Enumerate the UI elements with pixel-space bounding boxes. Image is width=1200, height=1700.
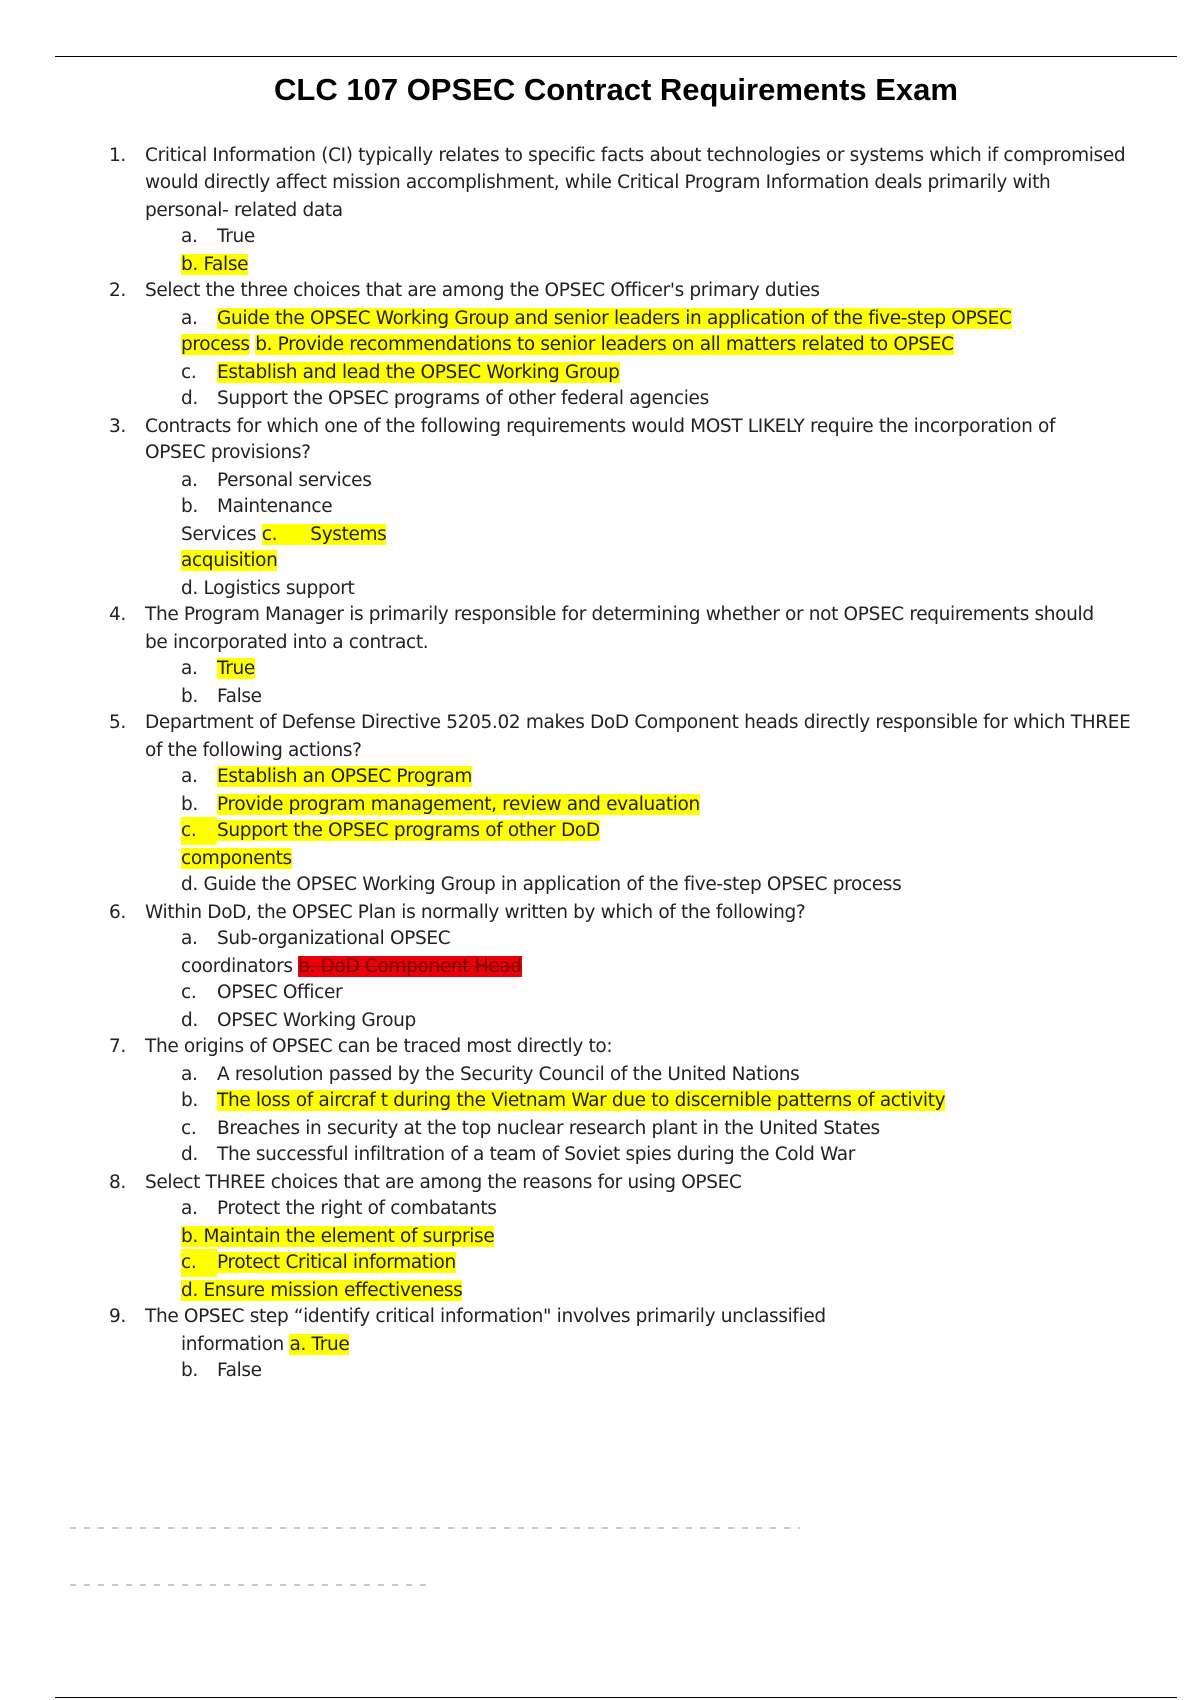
option-a-answer: a. Establish an OPSEC Program [181, 766, 473, 787]
option-a-answer: information a. True [181, 1334, 350, 1355]
option-b: b. False [181, 1360, 262, 1381]
question-number: 5. [109, 712, 126, 733]
option-d: d. OPSEC Working Group [181, 1010, 416, 1031]
option-d: d. The successful infiltration of a team of Soviet spies during the Cold War [181, 1144, 855, 1165]
option-a: a. Protect the right of combatants [181, 1198, 497, 1219]
question-text: OPSEC provisions? [145, 442, 311, 463]
option-a-answer: a. Guide the OPSEC Working Group and senior leaders in application of the five-step OPSEC [181, 308, 1012, 329]
option-c-answer: c. Protect Critical information [181, 1249, 456, 1277]
question-number: 2. [109, 280, 126, 301]
option-b-answer: b. The loss of aircraf t during the Vietnam War due to discernible patterns of activity [181, 1090, 946, 1111]
option-c-answer: Services c. Systems [181, 524, 387, 545]
faded-watermark-line [70, 1584, 430, 1586]
option-d: d. Logistics support [181, 578, 355, 599]
option-d-answer: d. Ensure mission effectiveness [181, 1280, 463, 1301]
option-b-answer: b. Provide program management, review and evaluation [181, 794, 700, 815]
option-b: b. False [181, 686, 262, 707]
question-text: of the following actions? [145, 740, 362, 761]
option-b-wrong: coordinators b. DoD Component Head [181, 956, 522, 977]
question-number: 6. [109, 902, 126, 923]
question-number: 8. [109, 1172, 126, 1193]
question-text: Within DoD, the OPSEC Plan is normally written by which of the following? [145, 902, 806, 923]
option-b-answer: process b. Provide recommendations to senior leaders on all matters related to OPSEC [181, 334, 954, 355]
question-text: The Program Manager is primarily responsible for determining whether or not OPSEC requirements should [145, 604, 1094, 625]
option-c-answer: c. Establish and lead the OPSEC Working Group [181, 362, 620, 383]
top-rule [55, 56, 1177, 57]
question-text: The origins of OPSEC can be traced most directly to: [145, 1036, 613, 1057]
question-number: 9. [109, 1306, 126, 1327]
question-number: 4. [109, 604, 126, 625]
option-b-answer: b. Maintain the element of surprise [181, 1226, 495, 1247]
bottom-rule [55, 1697, 1177, 1698]
question-text: would directly affect mission accomplishment, while Critical Program Information deals primarily with [145, 172, 1051, 193]
question-text: Select the three choices that are among the OPSEC Officer's primary duties [145, 280, 820, 301]
page-title: CLC 107 OPSEC Contract Requirements Exam [274, 72, 958, 107]
question-number: 3. [109, 416, 126, 437]
option-a: a. True [181, 226, 255, 247]
question-text: Department of Defense Directive 5205.02 makes DoD Component heads directly responsible for which THREE [145, 712, 1131, 733]
option-c: c. Breaches in security at the top nuclear research plant in the United States [181, 1118, 880, 1139]
question-text: Critical Information (CI) typically relates to specific facts about technologies or systems which if compromised [145, 145, 1126, 166]
question-text: Select THREE choices that are among the reasons for using OPSEC [145, 1172, 742, 1193]
option-c: c. OPSEC Officer [181, 982, 343, 1003]
option-b-answer: b. False [181, 254, 249, 275]
question-text: personal- related data [145, 200, 343, 221]
question-text: Contracts for which one of the following requirements would MOST LIKELY require the incorporation of [145, 416, 1056, 437]
option-d: d. Guide the OPSEC Working Group in application of the five-step OPSEC process [181, 874, 902, 895]
question-number: 1. [109, 145, 126, 166]
option-c-answer-cont: acquisition [181, 550, 278, 571]
option-a-answer: a. True [181, 658, 255, 679]
option-c-answer-cont: components [181, 848, 292, 869]
question-text: The OPSEC step “identify critical information" involves primarily unclassified [145, 1306, 826, 1327]
option-a: a. Personal services [181, 470, 372, 491]
faded-watermark-line [70, 1527, 800, 1529]
question-number: 7. [109, 1036, 126, 1057]
option-d: d. Support the OPSEC programs of other federal agencies [181, 388, 709, 409]
option-b: b. Maintenance [181, 496, 333, 517]
option-a: a. A resolution passed by the Security Council of the United Nations [181, 1064, 800, 1085]
option-a: a. Sub-organizational OPSEC [181, 928, 451, 949]
question-text: be incorporated into a contract. [145, 632, 429, 653]
option-c-answer: c. Support the OPSEC programs of other DoD [181, 817, 600, 845]
